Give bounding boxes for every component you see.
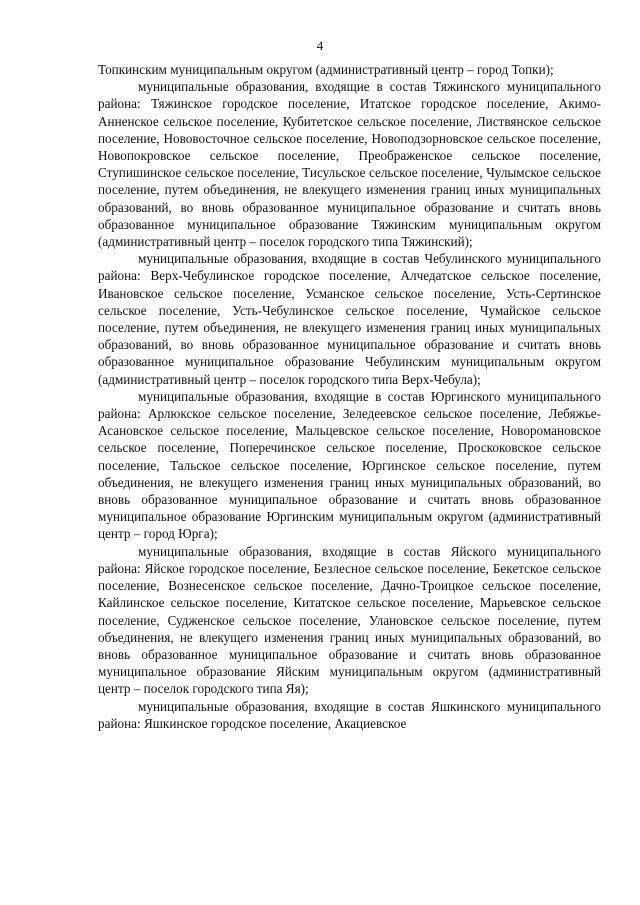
document-body <box>98 61 601 732</box>
paragraph-yashkinsky: муниципальные образования, входящие в состав Яшкинского муниципального района: Яшкинское городское поселение, Акациевское <box>98 698 601 731</box>
page-number: 4 <box>316 38 324 53</box>
paragraph-yaysky: муниципальные образования, входящие в состав Яйского муниципального района: Яйское городское поселение, Безлесное сельское поселение, Бекетское сельское поселение, Вознесенское сельское поселение, Дачно-Троицкое сельское поселение, Кайлинское сельское поселение, Китатское сельское поселение, Марьевское сельское поселение, Судженское сельское поселение, Улановское сельское поселение, путем объединения, не влекущего изменения границ иных муниципальных образований, во вновь образованное муниципальное образование и считать вновь образованное муниципальное образование Яйским муниципальным округом (административный центр – поселок городского типа Яя); <box>98 543 601 697</box>
paragraph-tyazhinsky: муниципальные образования, входящие в состав Тяжинского муниципального района: Тяжинское городское поселение, Итатское городское поселение, Акимо-Анненское сельское поселение, Кубитетское сельское поселение, Листвянское сельское поселение, Нововосточное сельское поселение, Новоподзорновское сельское поселение, Новопокровское сельское поселение, Преображенское сельское поселение, Ступишинское сельское поселение, Тисульское сельское поселение, Чулымское сельское поселение, путем объединения, не влекущего изменения границ иных муниципальных образований, во вновь образованное муниципальное образование и считать вновь образованное муниципальное образование Тяжинским муниципальным округом (административный центр – поселок городского типа Тяжинский); <box>98 79 601 250</box>
paragraph-yurginsky: муниципальные образования, входящие в состав Юргинского муниципального района: Арлюкское сельское поселение, Зеледеевское сельское поселение, Лебяжье-Асановское сельское поселение, Мальцевское сельское поселение, Новоромановское сельское поселение, Поперечинское сельское поселение, Проскоковское сельское поселение, Тальское сельское поселение, Юргинское сельское поселение, путем объединения, не влекущего изменения границ иных муниципальных образований, во вновь образованное муниципальное образование и считать вновь образованное муниципальное образование Юргинским муниципальным округом (административный центр – город Юрга); <box>98 388 601 542</box>
paragraph-topki-continuation: Топкинским муниципальным округом (административный центр – город Топки); <box>98 62 554 77</box>
paragraph-chebulinsky: муниципальные образования, входящие в состав Чебулинского муниципального района: Верх-Чебулинское городское поселение, Алчедатское сельское поселение, Ивановское сельское поселение, Усманское сельское поселение, Усть-Сертинское сельское поселение, Усть-Чебулинское сельское поселение, Чумайское сельское поселение, путем объединения, не влекущего изменения границ иных муниципальных образований, во вновь образованное муниципальное образование и считать вновь образованное муниципальное образование Чебулинским муниципальным округом (административный центр – поселок городского типа Верх-Чебула); <box>98 251 601 387</box>
